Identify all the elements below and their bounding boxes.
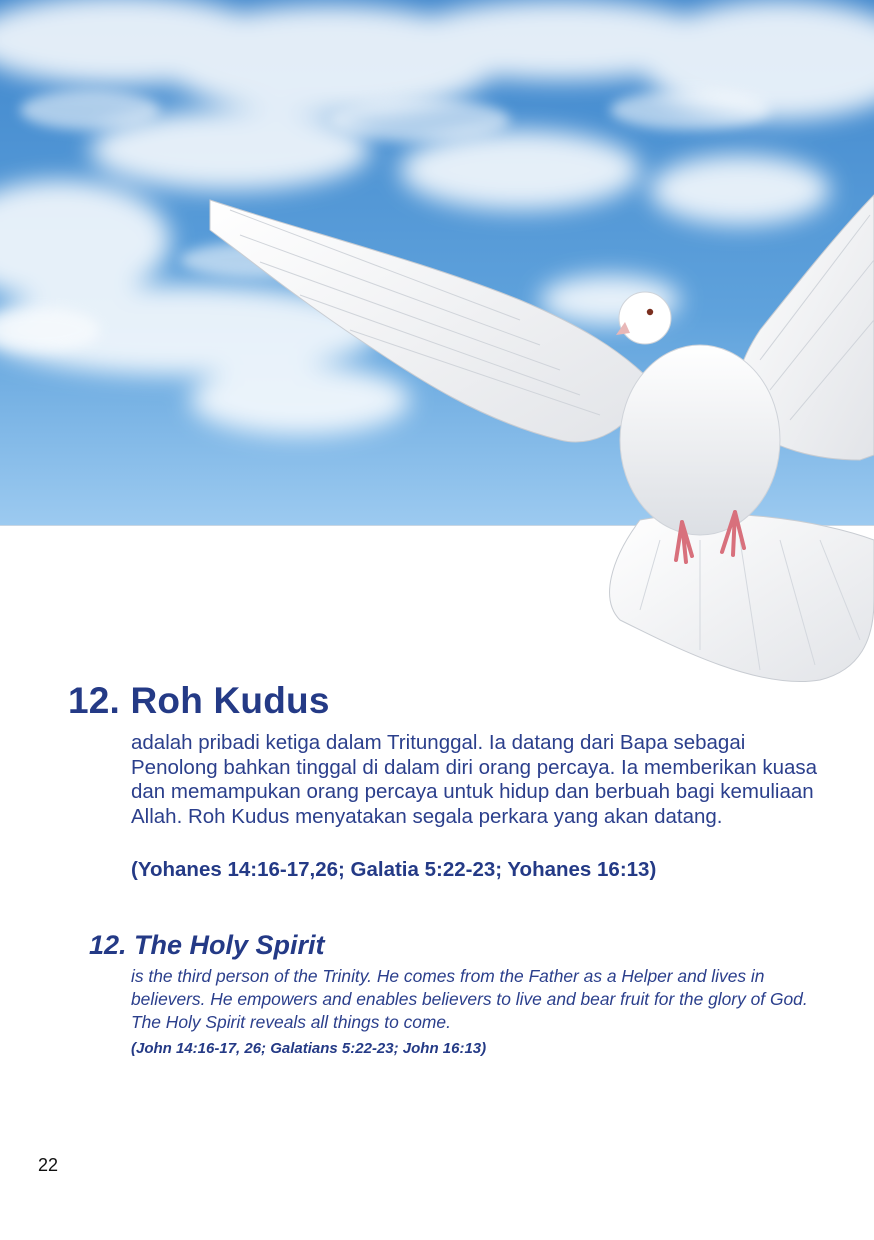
scripture-reference-indonesian: (Yohanes 14:16-17,26; Galatia 5:22-23; Yohanes 16:13) [131, 858, 657, 881]
scripture-reference-english: (John 14:16-17, 26; Galatians 5:22-23; John 16:13) [131, 1040, 487, 1057]
section-title-english: 12. The Holy Spirit [89, 930, 325, 960]
page-number: 22 [38, 1155, 59, 1175]
section-body-english: is the third person of the Trinity. He comes from the Father as a Helper and lives in believers. He empowers and enables believers to live and bear fruit for the glory of God. The Holy Spirit reveals all things to come. [131, 966, 808, 1032]
section-title-indonesian: 12. Roh Kudus [68, 680, 330, 721]
section-body-indonesian: adalah pribadi ketiga dalam Tritunggal. Ia datang dari Bapa sebagai Penolong bahkan tinggal di dalam diri orang percaya. Ia memberikan kuasa dan memampukan orang percaya untuk hidup dan berbuah bagi kemuliaan Allah. Roh Kudus menyatakan segala perkara yang akan datang. [131, 731, 818, 828]
